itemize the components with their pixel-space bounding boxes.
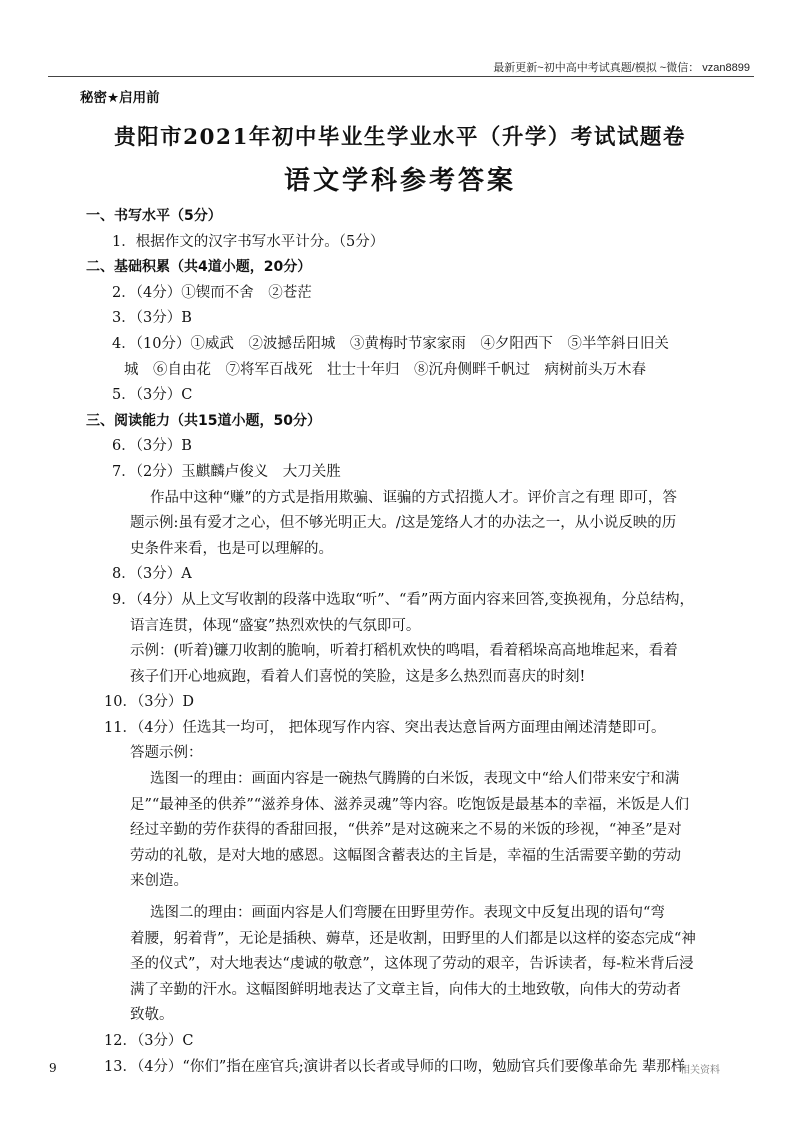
page-number: 9 [49,1061,57,1075]
corner-note: 相关资料 [680,1065,720,1076]
answer-line: 着腰，躬着背”，无论是插秧、薅草，还是收割，田野里的人们都是以这样的姿态完成“神 [130,930,696,947]
answer-line: 孩子们开心地疯跑，看着人们喜悦的笑脸，这是多么热烈而喜庆的时刻! [130,668,586,685]
answer-line: 满了辛勤的汗水。这幅图鲜明地表达了文章主旨，向伟大的土地致敬，向伟大的劳动者 [130,981,681,998]
section-heading: 一、书写水平（5分） [86,208,222,224]
answer-line: 12．（3分）C [104,1033,194,1049]
answer-line: 选图一的理由：画面内容是一碗热气腾腾的白米饭，表现文中“给人们带来安宁和满 [150,771,680,788]
answer-line: 7．（2分）玉麒麟卢俊义 大刀关胜 [112,463,341,480]
answer-line: 10．（3分）D [104,694,195,711]
answer-line: 史条件来看，也是可以理解的。 [130,540,333,557]
answer-line: 语言连贯，体现“盛宴”热烈欢快的气氛即可。 [130,617,421,634]
answer-line: 作品中这种“赚”的方式是指用欺骗、诓骗的方式招揽人才。评价言之有理 即可，答 [150,489,677,506]
answer-line: 3．（3分）B [112,310,192,327]
answer-line: 足”“最神圣的供养”“滋养身体、滋养灵魂”等内容。吃饱饭是最基本的幸福，米饭是人们 [130,796,690,813]
answer-line: 5．（3分）C [112,387,193,404]
answer-line: 题示例:虽有爱才之心，但不够光明正大。/这是笼络人才的办法之一，从小说反映的历 [130,515,677,532]
answer-line: 致敬。 [130,1007,174,1024]
answer-line: 答题示例： [130,745,203,762]
answer-title: 语文学科参考答案 [283,166,516,196]
answer-line: 圣的仪式”，对大地表达“虔诚的敬意”，这体现了劳动的艰辛，告诉读者，每-粒米背后浸 [130,956,694,973]
secret-label: 秘密★启用前 [80,90,160,106]
answer-body [86,204,734,1080]
answer-line: 来创造。 [130,873,188,890]
answer-line: 8．（3分）A [112,566,192,583]
answer-line: 城 ⑥自由花 ⑦将军百战死 壮士十年归 ⑧沉舟侧畔千帆过 病树前头万木春 [124,361,646,378]
answer-line: 6．（3分）B [112,438,192,455]
watermark-text: 最新更新~初中高中考试真题/模拟 ~微信： vzan8899 [493,62,750,74]
answer-line: 13．（4分）“你们”指在座官兵;演讲者以长者或导师的口吻，勉励官兵们要像革命先 辈那样 [104,1058,686,1075]
answer-line: 2．（4分）①锲而不舍 ②苍茫 [112,284,312,301]
answer-line: 经过辛勤的劳作获得的香甜回报，“供养”是对这碗来之不易的米饭的珍视，“神圣”是对 [130,822,682,839]
answer-line: 4．（10分）①威武 ②波撼岳阳城 ③黄梅时节家家雨 ④夕阳西下 ⑤半竿斜日旧关 [112,335,669,352]
answer-line: 劳动的礼敬，是对大地的感恩。这幅图含蓄表达的主旨是，幸福的生活需要辛勤的劳动 [130,847,681,864]
exam-title: 贵阳市2021年初中毕业生学业水平（升学）考试试题卷 [114,125,686,150]
header-rule [48,76,754,77]
answer-line: 选图二的理由：画面内容是人们弯腰在田野里劳作。表现文中反复出现的语句“弯 [150,905,665,922]
answer-line: 1．根据作文的汉字书写水平计分。（5分） [112,233,385,250]
answer-line: 示例：(听着)镰刀收割的脆响，听着打稻机欢快的鸣唱，看着稻垛高高地堆起来，看着 [130,643,678,660]
answer-line: 11．（4分）任选其一均可， 把体现写作内容、突出表达意旨两方面理由阐述清楚即可。 [104,719,666,736]
section-heading: 二、基础积累（共4道小题，20分） [86,259,312,276]
answer-line: 9．（4分）从上文写收割的段落中选取“听”、“看”两方面内容来回答,变换视角，分总结构， [112,591,694,608]
section-heading: 三、阅读能力（共15道小题，50分） [86,412,321,429]
